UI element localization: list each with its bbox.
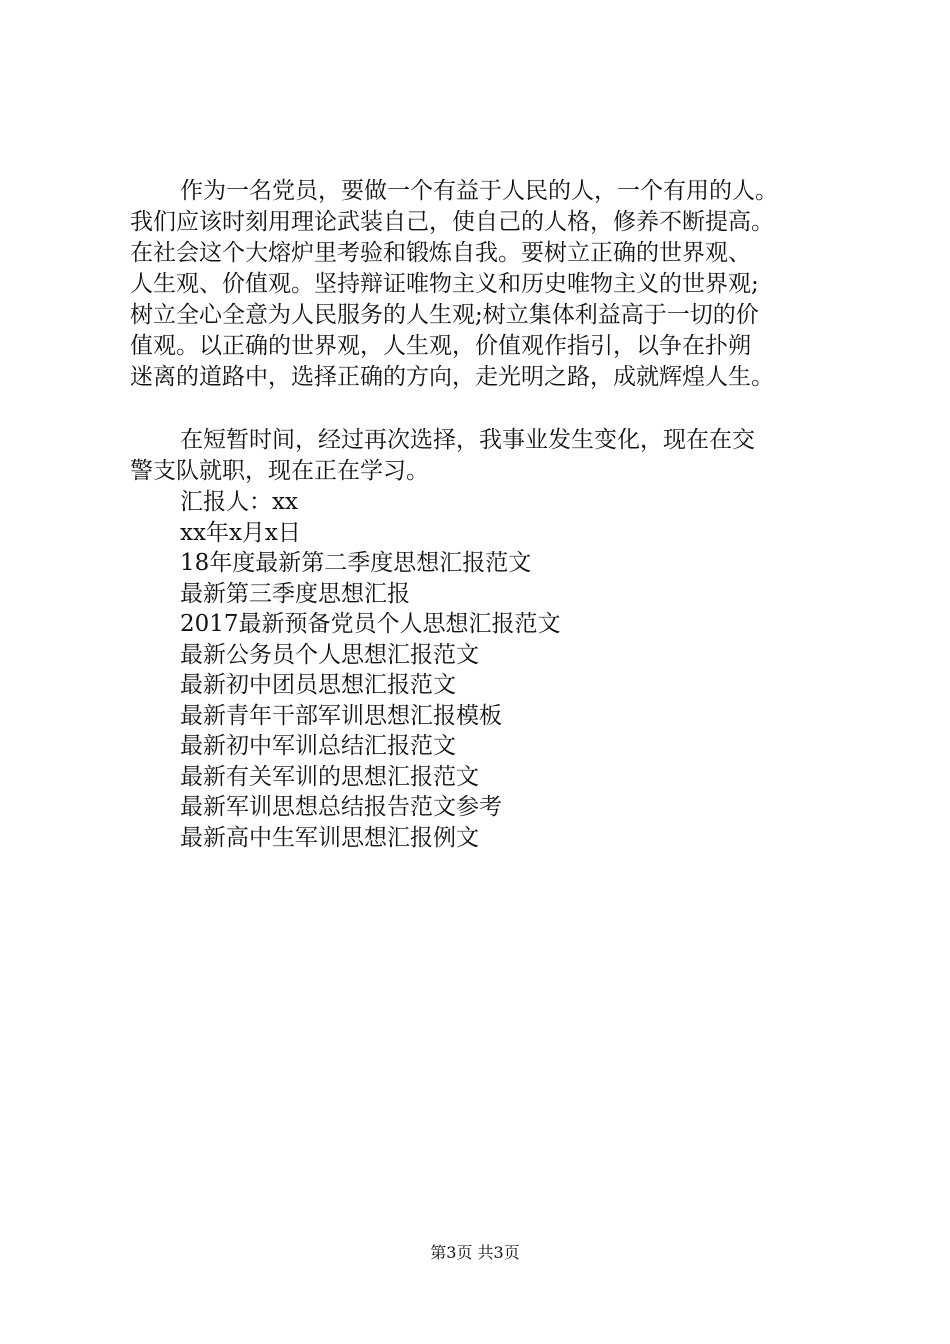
related-link[interactable]: 2017最新预备党员个人思想汇报范文 (180, 611, 561, 637)
paragraph-spacer (130, 393, 860, 425)
paragraph-line: 警支队就职，现在正在学习。 (130, 458, 429, 484)
paragraph-line: 迷离的道路中，选择正确的方向，走光明之路，成就辉煌人生。 (130, 364, 774, 390)
paragraph-line: 值观。以正确的世界观，人生观，价值观作指引，以争在扑朔 (130, 333, 751, 359)
related-link[interactable]: 最新青年干部军训思想汇报模板 (180, 702, 502, 729)
paragraph-line: 作为一名党员，要做一个有益于人民的人，一个有用的人。 (180, 178, 778, 204)
reporter-line: 汇报人：xx (180, 489, 298, 515)
paragraph-line: 我们应该时刻用理论武装自己，使自己的人格，修养不断提高。 (130, 209, 774, 235)
date-line: xx年x月x日 (180, 519, 301, 546)
related-link[interactable]: 最新军训思想总结报告范文参考 (180, 794, 502, 820)
signature-block (130, 487, 860, 548)
related-links-list (130, 548, 860, 853)
paragraph-line: 树立全心全意为人民服务的人生观;树立集体利益高于一切的价 (130, 302, 759, 328)
paragraph-line: 人生观、价值观。坚持辩证唯物主义和历史唯物主义的世界观; (130, 271, 759, 297)
related-link[interactable]: 最新初中团员思想汇报范文 (180, 672, 456, 698)
paragraph-line: 在短暂时间，经过再次选择，我事业发生变化，现在在交 (180, 427, 755, 453)
related-link[interactable]: 最新第三季度思想汇报 (180, 580, 410, 607)
paragraph-2 (130, 425, 860, 487)
document-body (130, 176, 860, 853)
related-link[interactable]: 最新有关军训的思想汇报范文 (180, 763, 479, 790)
related-link[interactable]: 最新公务员个人思想汇报范文 (180, 641, 479, 668)
related-link[interactable]: 最新高中生军训思想汇报例文 (180, 824, 479, 851)
paragraph-1 (130, 176, 860, 393)
page-footer: 第3页 共3页 (430, 1243, 520, 1262)
paragraph-line: 在社会这个大熔炉里考验和锻炼自我。要树立正确的世界观、 (130, 240, 751, 266)
related-link[interactable]: 18年度最新第二季度思想汇报范文 (180, 550, 532, 576)
related-link[interactable]: 最新初中军训总结汇报范文 (180, 733, 456, 759)
